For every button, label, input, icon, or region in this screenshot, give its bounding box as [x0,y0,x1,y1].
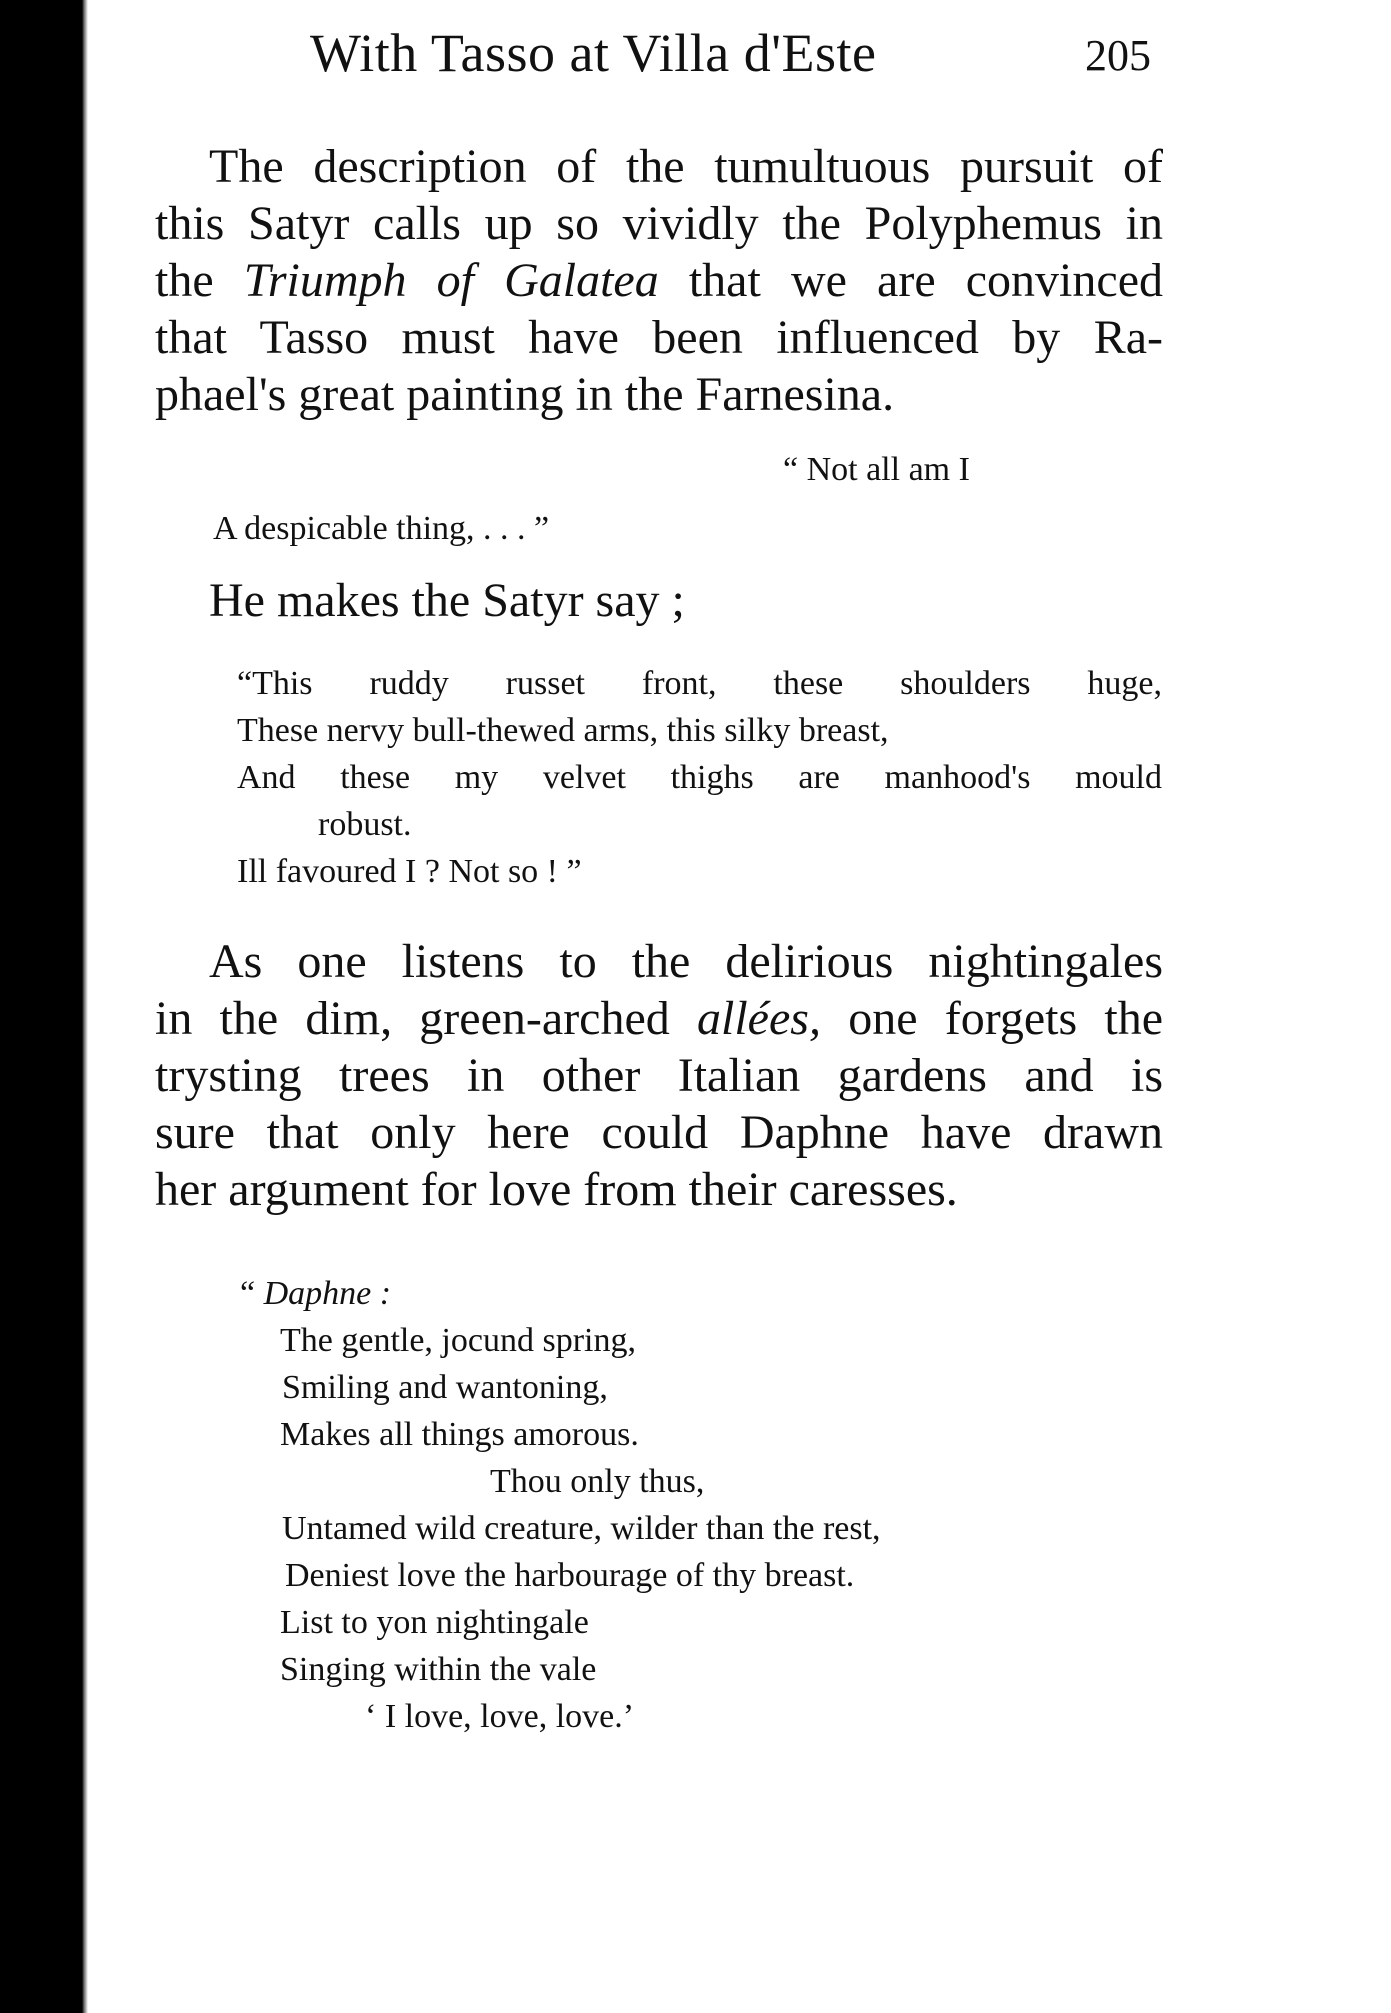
paragraph-nightingales [155,933,1163,1218]
paragraph-line: her argument for love from their caresses. [155,1163,958,1216]
quote-mark: “ [240,1275,264,1312]
paragraph-line [155,990,1163,1047]
paragraph-line: this Satyr calls up so vividly the Polyphemus in [155,197,1163,250]
verse-line: Smiling and wantoning, [282,1369,608,1406]
text-run: in the dim, green-arched [155,992,697,1045]
verse-line: Deniest love the harbourage of thy breast. [285,1557,855,1594]
paragraph-line: The description of the tumultuous pursuit of [209,140,1163,193]
quote-text: A despicable thing, . . . ” [213,510,550,547]
verse-line: And these my velvet thighs are manhood's mould [237,759,1162,796]
paragraph-line: that Tasso must have been influenced by Ra- [155,311,1163,364]
paragraph-satyr-description [155,138,1163,423]
running-head [310,22,1160,92]
verse-line: Thou only thus, [490,1463,705,1500]
text-run: that we are convinced [658,254,1163,307]
quote-text: “ Not all am I [783,451,970,488]
verse-line: These nervy bull-thewed arms, this silky breast, [237,712,889,749]
running-title: With Tasso at Villa d'Este [310,23,877,83]
verse-speaker [240,1270,881,1317]
paragraph-line: He makes the Satyr say ; [209,574,685,627]
paragraph-line: phael's great painting in the Farnesina. [155,368,895,421]
verse-satyr [237,660,1162,895]
paragraph-line: As one listens to the delirious nightingales [209,935,1163,988]
paragraph-line: sure that only here could Daphne have drawn [155,1106,1163,1159]
text-run: the [155,254,244,307]
verse-line: “This ruddy russet front, these shoulders huge, [237,665,1162,702]
paragraph-line [155,252,1163,309]
verse-line: List to yon nightingale [280,1604,589,1641]
verse-line: The gentle, jocund spring, [280,1322,636,1359]
quote-line [783,446,970,493]
book-binding-edge [0,0,82,2013]
italic-title: Triumph of Galatea [243,254,659,307]
page-number: 205 [1085,31,1151,80]
verse-line: robust. [318,806,412,843]
text-run: one forgets the [820,992,1163,1045]
verse-line: ‘ I love, love, love.’ [365,1698,635,1735]
verse-line: Ill favoured I ? Not so ! ” [237,853,582,890]
quote-line [213,505,549,552]
verse-daphne [240,1270,881,1740]
speaker-name: Daphne : [263,1275,392,1312]
verse-line: Singing within the vale [280,1651,597,1688]
verse-line: Untamed wild creature, wilder than the rest, [282,1510,881,1547]
italic-word: allées, [697,992,821,1045]
verse-line: Makes all things amorous. [280,1416,639,1453]
paragraph-satyr-say [155,572,855,629]
paragraph-line: trysting trees in other Italian gardens and is [155,1049,1163,1102]
